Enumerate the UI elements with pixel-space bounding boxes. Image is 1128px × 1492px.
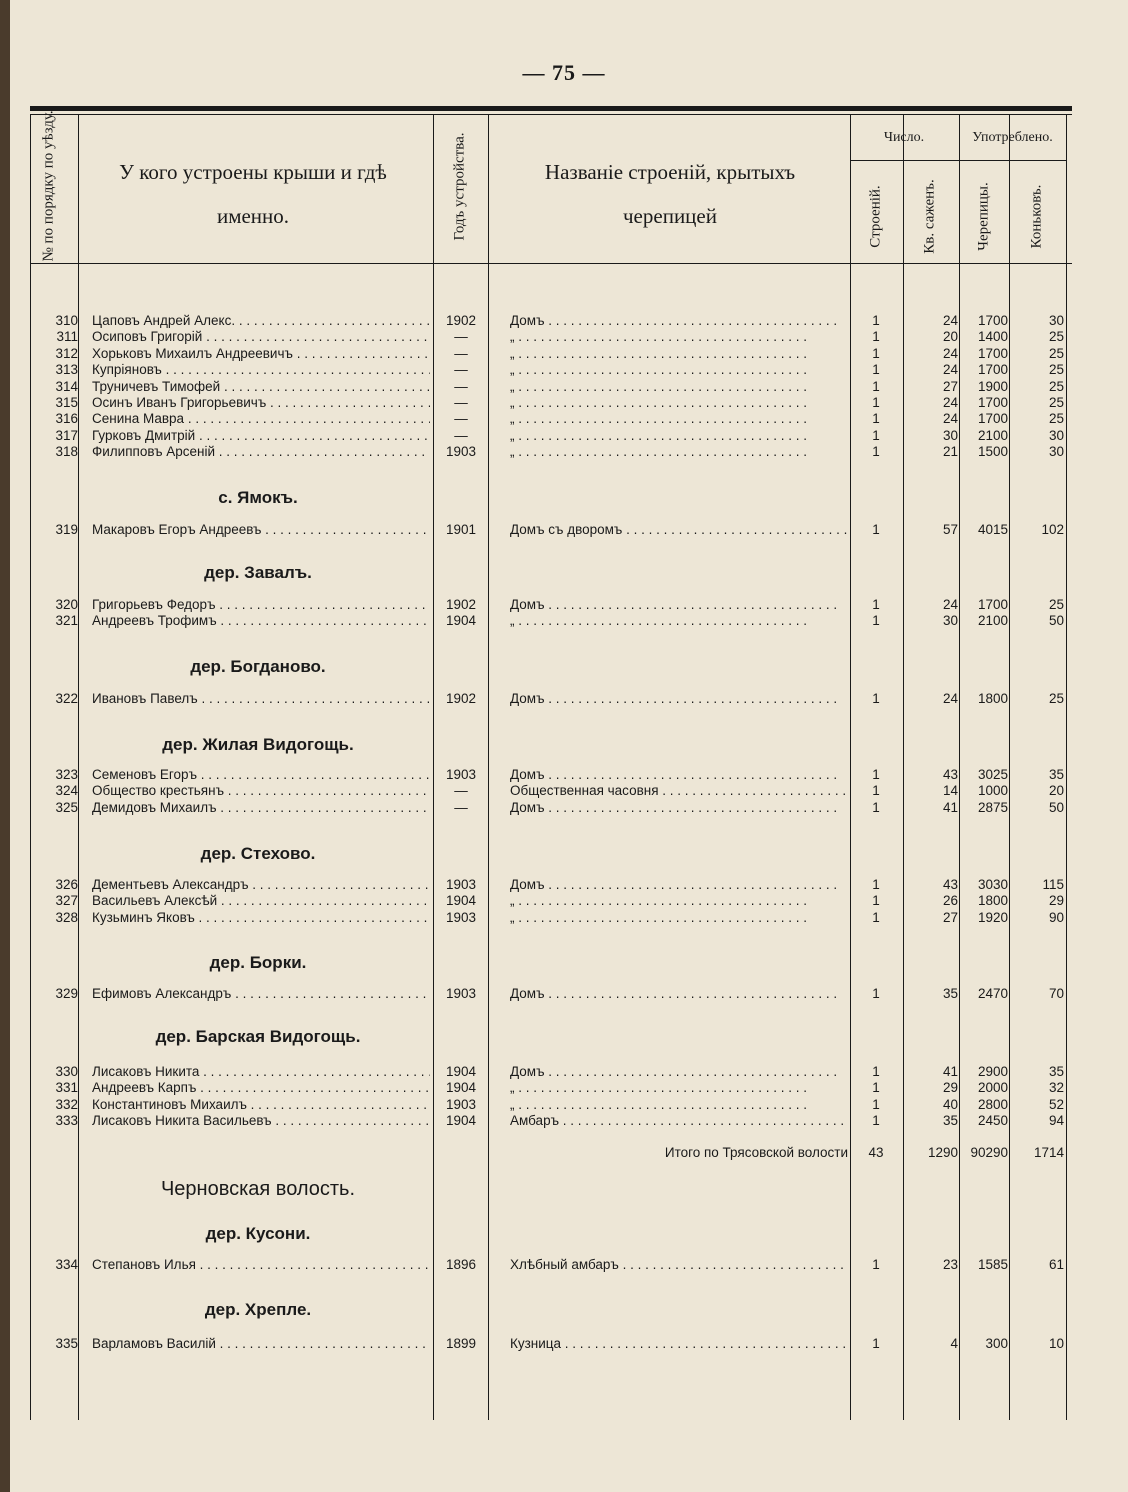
row-number: 326	[55, 877, 78, 892]
table-row	[0, 1336, 1128, 1352]
owner-name: Кузьминъ Яковъ . . .	[92, 910, 430, 926]
tiles-count: 1700	[977, 313, 1008, 328]
group-header-rule	[850, 160, 1066, 161]
tiles-count: 1920	[977, 909, 1008, 925]
owner-name: Семеновъ Егоръ . . .	[92, 767, 430, 783]
section-zaval: дер. Завалъ.	[204, 563, 312, 582]
section-yamok: с. Ямокъ.	[218, 488, 298, 507]
ridges-count: 25	[1048, 411, 1064, 427]
year: 1903	[445, 909, 477, 925]
structures-count: 1	[872, 1336, 880, 1351]
year: —	[454, 362, 468, 378]
row-number: 333	[55, 1113, 78, 1129]
section-borki: дер. Борки.	[209, 953, 307, 972]
ridges-count: 25	[1048, 691, 1064, 706]
building-name: Домъ . . .	[510, 597, 848, 613]
header-rule	[30, 263, 1072, 264]
ridges-count: 52	[1048, 1096, 1064, 1112]
year: 1901	[445, 522, 477, 537]
tiles-count: 2900	[977, 1064, 1008, 1079]
ridges-count: 32	[1048, 1080, 1064, 1096]
tiles-count: 2450	[977, 1113, 1008, 1129]
total-sq: 1290	[927, 1145, 958, 1160]
header-order-no: № по порядку по уѣзду.	[40, 110, 57, 262]
owner-name: Осинъ Иванъ Григорьевичъ . . .	[92, 395, 430, 411]
square-sazhen: 30	[942, 427, 958, 443]
table-row	[0, 800, 1128, 816]
table-row	[0, 444, 1128, 460]
year: 1904	[445, 1113, 477, 1129]
year: 1904	[445, 1064, 477, 1079]
year: —	[454, 427, 468, 443]
top-rule-thin	[30, 114, 1072, 115]
header-building: Названіе строеній, крытыхъ черепицей	[544, 160, 796, 228]
header-ridges: Коньковъ.	[1028, 184, 1045, 249]
table-row	[0, 411, 1128, 427]
structures-count: 1	[872, 444, 880, 460]
top-rule	[30, 106, 1072, 111]
owner-name: Купріяновъ . . .	[92, 362, 430, 378]
square-sazhen: 24	[942, 362, 958, 378]
ridges-count: 25	[1048, 395, 1064, 410]
table-row	[0, 379, 1128, 395]
tiles-count: 1700	[977, 362, 1008, 378]
year: 1904	[445, 1080, 477, 1096]
square-sazhen: 35	[942, 1113, 958, 1129]
structures-count: 1	[872, 691, 880, 706]
structures-count: 1	[872, 613, 880, 629]
owner-name: Гурковъ Дмитрій . . .	[92, 428, 430, 444]
building-name: „ . . .	[510, 395, 848, 411]
table-row	[0, 522, 1128, 538]
square-sazhen: 24	[942, 345, 958, 361]
row-number: 314	[55, 378, 78, 394]
table-row	[0, 597, 1128, 613]
year: 1902	[445, 313, 477, 328]
header-owner: У кого устроены крыши и гдѣ именно.	[119, 160, 387, 228]
square-sazhen: 43	[942, 767, 958, 782]
row-number: 312	[55, 345, 78, 361]
total-ridges: 1714	[1033, 1145, 1064, 1160]
row-number: 335	[55, 1336, 78, 1351]
structures-count: 1	[872, 799, 880, 815]
square-sazhen: 29	[942, 1080, 958, 1096]
tiles-count: 3025	[977, 767, 1008, 782]
table-row	[0, 986, 1128, 1002]
square-sazhen: 40	[942, 1096, 958, 1112]
square-sazhen: 21	[942, 444, 958, 460]
header-year: Годъ устройства.	[451, 132, 468, 241]
table-row	[0, 1257, 1128, 1273]
tiles-count: 1500	[977, 444, 1008, 460]
header-count-group: Число.	[883, 130, 925, 145]
owner-name: Степановъ Илья . . .	[92, 1257, 430, 1273]
tiles-count: 300	[985, 1336, 1008, 1351]
year: 1896	[445, 1257, 477, 1272]
square-sazhen: 35	[942, 986, 958, 1001]
structures-count: 1	[872, 893, 880, 909]
row-number: 310	[55, 313, 78, 328]
structures-count: 1	[872, 378, 880, 394]
table-row	[0, 691, 1128, 707]
owner-name: Труничевъ Тимофей . . .	[92, 379, 430, 395]
section-bogdanovo: дер. Богданово.	[190, 657, 326, 676]
structures-count: 1	[872, 1064, 880, 1079]
building-name: „ . . .	[510, 893, 848, 909]
square-sazhen: 43	[942, 877, 958, 892]
owner-name: Андреевъ Карпъ . . .	[92, 1080, 430, 1096]
ridges-count: 50	[1048, 613, 1064, 629]
year: 1902	[445, 691, 477, 706]
table-row	[0, 395, 1128, 411]
ridges-count: 115	[1042, 877, 1064, 892]
owner-name: Филипповъ Арсеній . . .	[92, 444, 430, 460]
row-number: 320	[55, 597, 78, 612]
building-name: Домъ . . .	[510, 800, 848, 816]
tiles-count: 2800	[977, 1096, 1008, 1112]
owner-name: Осиповъ Григорій . . .	[92, 329, 430, 345]
row-number: 317	[55, 427, 78, 443]
owner-name: Ивановъ Павелъ . . .	[92, 691, 430, 707]
table-row	[0, 783, 1128, 799]
total-tiles: 90290	[970, 1145, 1008, 1160]
ridges-count: 25	[1048, 378, 1064, 394]
row-number: 311	[56, 329, 78, 345]
total-structures: 43	[868, 1145, 884, 1160]
ridges-count: 30	[1048, 313, 1064, 328]
year: 1904	[445, 613, 477, 629]
total-row	[0, 1145, 1128, 1161]
ridges-count: 102	[1041, 522, 1064, 537]
structures-count: 1	[872, 1080, 880, 1096]
tiles-count: 2100	[977, 427, 1008, 443]
tiles-count: 1700	[977, 345, 1008, 361]
table-row	[0, 767, 1128, 783]
structures-count: 1	[872, 986, 880, 1001]
building-name: Домъ . . .	[510, 313, 848, 329]
square-sazhen: 57	[942, 522, 958, 537]
building-name: Домъ . . .	[510, 877, 848, 893]
structures-count: 1	[872, 345, 880, 361]
row-number: 331	[55, 1080, 78, 1096]
section-zhilaya: дер. Жилая Видогощь.	[162, 735, 354, 754]
year: 1903	[445, 444, 477, 460]
structures-count: 1	[872, 411, 880, 427]
structures-count: 1	[872, 362, 880, 378]
building-name: „ . . .	[510, 444, 848, 460]
row-number: 318	[55, 444, 78, 460]
structures-count: 1	[872, 877, 880, 892]
building-name: Домъ съ дворомъ . . .	[510, 522, 848, 538]
ridges-count: 90	[1048, 909, 1064, 925]
owner-name: Цаповъ Андрей Алекс. . . .	[92, 313, 430, 329]
year: 1903	[445, 767, 477, 782]
tiles-count: 1400	[977, 329, 1008, 345]
row-number: 315	[55, 395, 78, 410]
square-sazhen: 20	[942, 329, 958, 345]
table-row	[0, 313, 1128, 329]
table-row	[0, 329, 1128, 345]
row-number: 319	[55, 522, 78, 537]
building-name: „ . . .	[510, 910, 848, 926]
row-number: 328	[55, 909, 78, 925]
square-sazhen: 41	[942, 1064, 958, 1079]
ridges-count: 61	[1048, 1257, 1064, 1272]
section-chernovskaya-volost: Черновская волость.	[160, 1178, 356, 1200]
ridges-count: 10	[1048, 1336, 1064, 1351]
owner-name: Андреевъ Трофимъ . . .	[92, 613, 430, 629]
ridges-count: 35	[1048, 1064, 1064, 1079]
ridges-count: 20	[1048, 783, 1064, 799]
building-name: Домъ . . .	[510, 986, 848, 1002]
year: 1903	[445, 986, 477, 1001]
owner-name: Общество крестьянъ . . .	[92, 783, 430, 799]
structures-count: 1	[872, 1096, 880, 1112]
tiles-count: 1800	[977, 893, 1008, 909]
square-sazhen: 4	[950, 1336, 958, 1351]
structures-count: 1	[872, 597, 880, 612]
header-structures: Строеній.	[867, 185, 884, 248]
square-sazhen: 24	[942, 411, 958, 427]
ridges-count: 50	[1048, 799, 1064, 815]
square-sazhen: 24	[942, 597, 958, 612]
ridges-count: 35	[1048, 767, 1064, 782]
ridges-count: 94	[1048, 1113, 1064, 1129]
owner-name: Константиновъ Михаилъ . . .	[92, 1097, 430, 1113]
table-row	[0, 910, 1128, 926]
building-name: „ . . .	[510, 362, 848, 378]
building-name: „ . . .	[510, 411, 848, 427]
row-number: 332	[55, 1096, 78, 1112]
section-kusoni: дер. Кусони.	[205, 1224, 311, 1243]
table-row	[0, 428, 1128, 444]
row-number: 321	[55, 613, 78, 629]
structures-count: 1	[872, 313, 880, 328]
square-sazhen: 24	[942, 691, 958, 706]
square-sazhen: 30	[942, 613, 958, 629]
structures-count: 1	[872, 427, 880, 443]
total-label: Итого по Трясовской волости	[664, 1145, 848, 1160]
tiles-count: 1900	[977, 378, 1008, 394]
year: —	[454, 378, 468, 394]
owner-name: Дементьевъ Александръ . . .	[92, 877, 430, 893]
square-sazhen: 26	[942, 893, 958, 909]
table-row	[0, 1097, 1128, 1113]
tiles-count: 2875	[977, 799, 1008, 815]
owner-name: Григорьевъ Федоръ . . .	[92, 597, 430, 613]
building-name: „ . . .	[510, 1080, 848, 1096]
tiles-count: 1585	[977, 1257, 1008, 1272]
year: 1904	[445, 893, 477, 909]
building-name: Домъ . . .	[510, 1064, 848, 1080]
building-name: „ . . .	[510, 1097, 848, 1113]
row-number: 325	[55, 799, 78, 815]
year: 1902	[445, 597, 477, 612]
structures-count: 1	[872, 1113, 880, 1129]
owner-name: Демидовъ Михаилъ . . .	[92, 800, 430, 816]
structures-count: 1	[872, 783, 880, 799]
square-sazhen: 41	[942, 799, 958, 815]
tiles-count: 2000	[977, 1080, 1008, 1096]
owner-name: Лисаковъ Никита . . .	[92, 1064, 430, 1080]
table-row	[0, 346, 1128, 362]
building-name: „ . . .	[510, 379, 848, 395]
tiles-count: 1700	[977, 395, 1008, 410]
section-stekhovo: дер. Стехово.	[200, 844, 316, 863]
tiles-count: 3030	[977, 877, 1008, 892]
header-used-group: Употреблено.	[972, 130, 1053, 145]
building-name: Кузница . . .	[510, 1336, 848, 1352]
tiles-count: 1000	[977, 783, 1008, 799]
tiles-count: 1800	[977, 691, 1008, 706]
ridges-count: 25	[1048, 329, 1064, 345]
row-number: 322	[55, 691, 78, 706]
ridges-count: 25	[1048, 597, 1064, 612]
owner-name: Лисаковъ Никита Васильевъ . . .	[92, 1113, 430, 1129]
building-name: „ . . .	[510, 613, 848, 629]
ridges-count: 70	[1048, 986, 1064, 1001]
header-tiles: Черепицы.	[975, 182, 992, 251]
year: —	[454, 395, 468, 410]
tiles-count: 2470	[977, 986, 1008, 1001]
table-row	[0, 893, 1128, 909]
row-number: 316	[55, 411, 78, 427]
year: 1899	[445, 1336, 477, 1351]
building-name: „ . . .	[510, 329, 848, 345]
owner-name: Васильевъ Алексѣй . . .	[92, 893, 430, 909]
row-number: 330	[55, 1064, 78, 1079]
owner-name: Макаровъ Егоръ Андреевъ . . .	[92, 522, 430, 538]
table-row	[0, 1064, 1128, 1080]
building-name: Домъ . . .	[510, 767, 848, 783]
year: —	[454, 345, 468, 361]
owner-name: Ефимовъ Александръ . . .	[92, 986, 430, 1002]
row-number: 334	[55, 1257, 78, 1272]
ridges-count: 30	[1048, 444, 1064, 460]
square-sazhen: 14	[942, 783, 958, 799]
section-khreple: дер. Хрепле.	[204, 1300, 312, 1319]
header-sq-sazhen: Кв. саженъ.	[921, 179, 938, 254]
structures-count: 1	[872, 395, 880, 410]
square-sazhen: 23	[942, 1257, 958, 1272]
square-sazhen: 27	[942, 378, 958, 394]
year: 1903	[445, 877, 477, 892]
tiles-count: 4015	[977, 522, 1008, 537]
table-row	[0, 1113, 1128, 1129]
tiles-count: 2100	[977, 613, 1008, 629]
table-row	[0, 1080, 1128, 1096]
building-name: Хлѣбный амбаръ . . .	[510, 1257, 848, 1273]
tiles-count: 1700	[977, 411, 1008, 427]
structures-count: 1	[872, 767, 880, 782]
table-row	[0, 613, 1128, 629]
structures-count: 1	[872, 909, 880, 925]
owner-name: Хорьковъ Михаилъ Андреевичъ . . .	[92, 346, 430, 362]
ridges-count: 29	[1048, 893, 1064, 909]
table-row	[0, 877, 1128, 893]
structures-count: 1	[872, 522, 880, 537]
owner-name: Сенина Мавра . . .	[92, 411, 430, 427]
row-number: 327	[55, 893, 78, 909]
year: —	[454, 411, 468, 427]
ridges-count: 25	[1048, 345, 1064, 361]
building-name: „ . . .	[510, 428, 848, 444]
year: —	[454, 783, 468, 799]
year: 1903	[445, 1096, 477, 1112]
section-barskaya: дер. Барская Видогощь.	[155, 1027, 361, 1046]
square-sazhen: 24	[942, 313, 958, 328]
row-number: 324	[55, 783, 78, 799]
row-number: 329	[55, 986, 78, 1001]
building-name: Домъ . . .	[510, 691, 848, 707]
row-number: 313	[55, 362, 78, 378]
row-number: 323	[55, 767, 78, 782]
building-name: „ . . .	[510, 346, 848, 362]
tiles-count: 1700	[977, 597, 1008, 612]
square-sazhen: 24	[942, 395, 958, 410]
structures-count: 1	[872, 1257, 880, 1272]
ridges-count: 25	[1048, 362, 1064, 378]
building-name: Амбаръ . . .	[510, 1113, 848, 1129]
structures-count: 1	[872, 329, 880, 345]
ridges-count: 30	[1048, 427, 1064, 443]
year: —	[454, 329, 468, 345]
owner-name: Варламовъ Василій . . .	[92, 1336, 430, 1352]
year: —	[454, 799, 468, 815]
page-number: — 75 —	[522, 60, 606, 85]
table-row	[0, 362, 1128, 378]
square-sazhen: 27	[942, 909, 958, 925]
building-name: Общественная часовня . . .	[510, 783, 848, 799]
